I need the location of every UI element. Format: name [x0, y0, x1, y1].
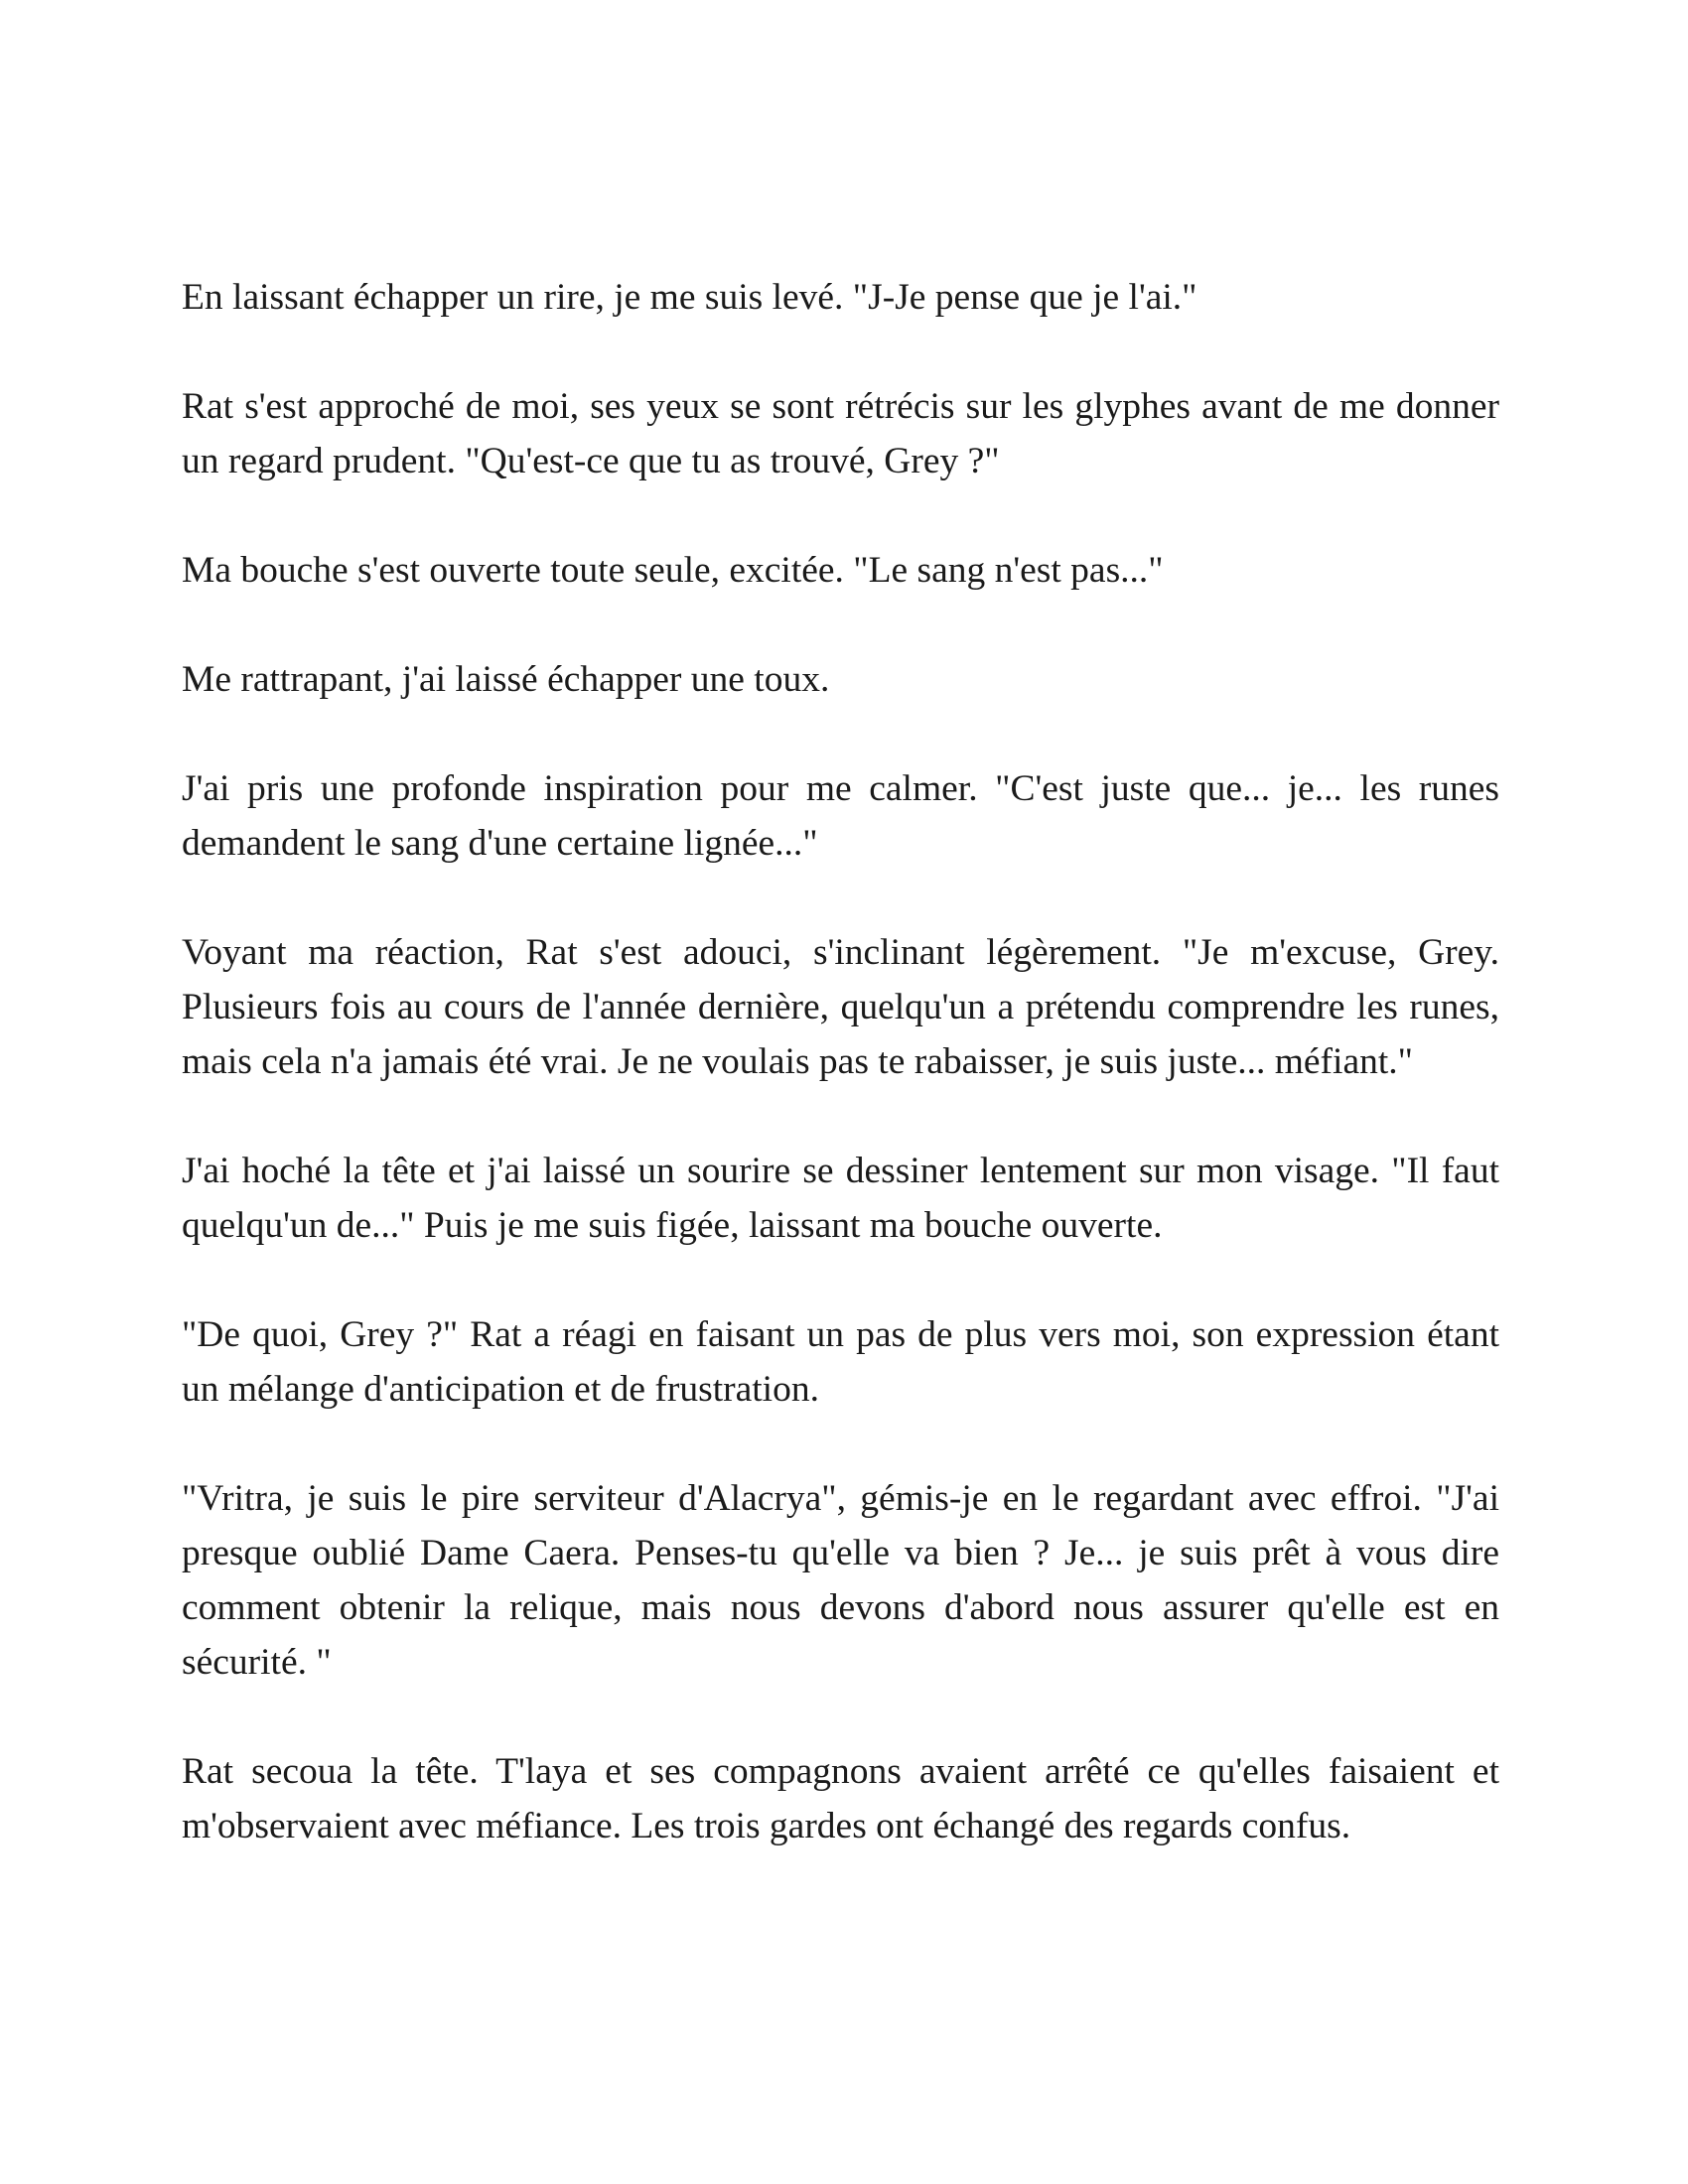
document-page [182, 270, 1499, 1853]
paragraph-9: "Vritra, je suis le pire serviteur d'Alacrya", gémis-je en le regardant avec effroi. "J'ai presque oublié Dame Caera. Penses-tu qu'elle va bien ? Je... je suis prêt à vous dire comment obtenir la relique, mais nous devons d'abord nous assurer qu'elle est en sécurité. " [182, 1478, 1499, 1683]
paragraph-2: Rat s'est approché de moi, ses yeux se sont rétrécis sur les glyphes avant de me donner un regard prudent. "Qu'est-ce que tu as trouvé, Grey ?" [182, 386, 1499, 481]
paragraph-7: J'ai hoché la tête et j'ai laissé un sourire se dessiner lentement sur mon visage. "Il faut quelqu'un de..." Puis je me suis figée, laissant ma bouche ouverte. [182, 1151, 1499, 1246]
paragraph-5: J'ai pris une profonde inspiration pour me calmer. "C'est juste que... je... les runes demandent le sang d'une certaine lignée..." [182, 768, 1499, 864]
paragraph-10: Rat secoua la tête. T'laya et ses compagnons avaient arrêté ce qu'elles faisaient et m'observaient avec méfiance. Les trois gardes ont échangé des regards confus. [182, 1751, 1499, 1846]
paragraph-4: Me rattrapant, j'ai laissé échapper une toux. [182, 659, 830, 700]
paragraph-8: "De quoi, Grey ?" Rat a réagi en faisant un pas de plus vers moi, son expression étant un mélange d'anticipation et de frustration. [182, 1314, 1499, 1410]
paragraph-3: Ma bouche s'est ouverte toute seule, excitée. "Le sang n'est pas..." [182, 550, 1164, 591]
paragraph-1: En laissant échapper un rire, je me suis levé. "J-Je pense que je l'ai." [182, 277, 1197, 318]
paragraph-6: Voyant ma réaction, Rat s'est adouci, s'inclinant légèrement. "Je m'excuse, Grey. Plusieurs fois au cours de l'année dernière, quelqu'un a prétendu comprendre les runes, mais cela n'a jamais été vrai. Je ne voulais pas te rabaisser, je suis juste... méfiant." [182, 932, 1499, 1082]
